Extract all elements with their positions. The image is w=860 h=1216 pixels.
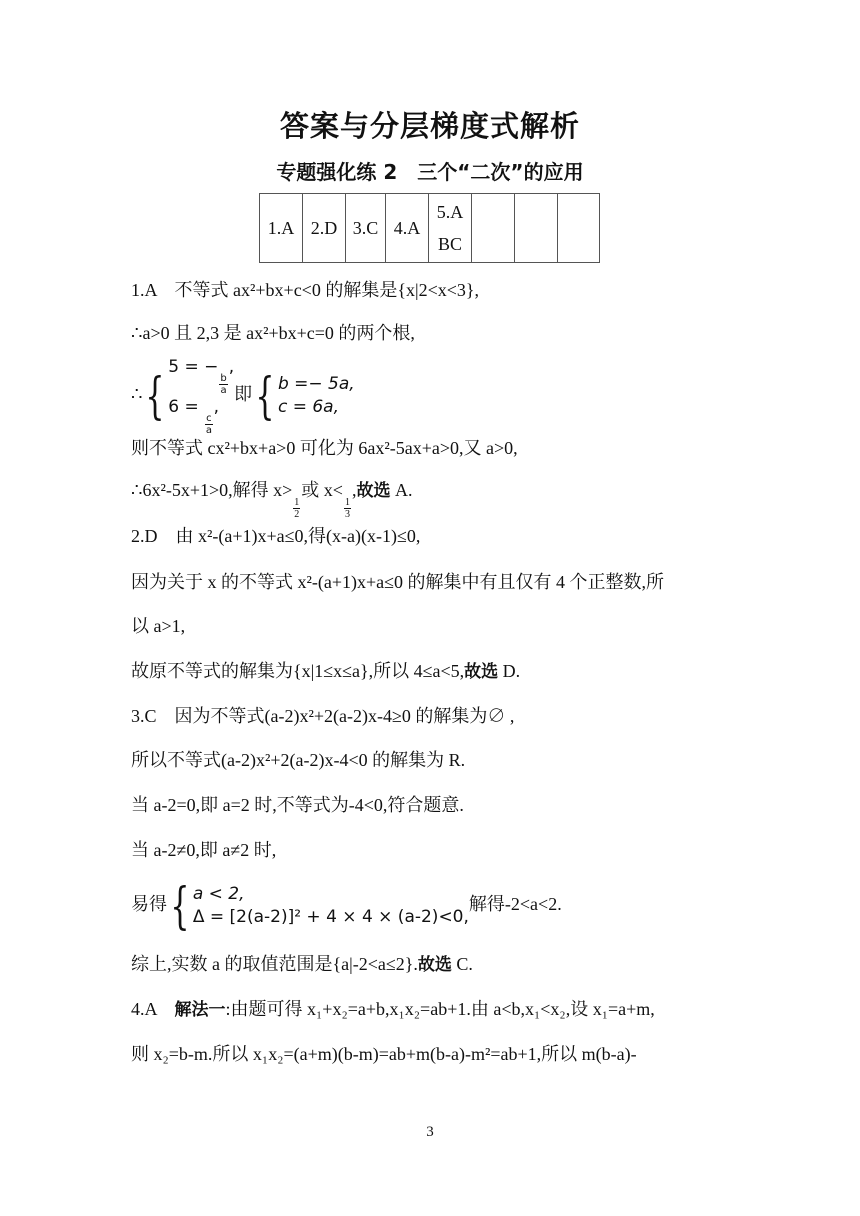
page-number: 3: [426, 1124, 434, 1140]
therefore-symbol: ∴: [131, 384, 143, 405]
fraction: $\frac{1}{2}$: [294, 497, 300, 520]
system-row: 6 = $\frac{c}{a}$ ,: [168, 397, 220, 436]
answer-5-line2: BC: [437, 234, 462, 254]
solution-1-system: [131, 356, 355, 436]
fraction: $\frac{b}{a}$: [220, 373, 227, 396]
solution-1-line-2: ∴a>0 且 2,3 是 ax²+bx+c=0 的两个根,: [131, 323, 415, 343]
answer-cell-empty: [558, 194, 600, 263]
answer-cell: 3.C: [346, 194, 386, 263]
solution-3-line-2: 所以不等式(a-2)x²+2(a-2)x-4<0 的解集为 R.: [131, 750, 466, 770]
equation-system-2: [252, 367, 355, 425]
fraction: $\frac{1}{3}$: [344, 497, 350, 520]
system-row: 5 = − $\frac{b}{a}$ ,: [168, 357, 235, 396]
section-subtitle: 专题强化练 2 三个“二次”的应用: [276, 160, 584, 184]
answer-cell-empty: [515, 194, 558, 263]
page-title: 答案与分层梯度式解析: [279, 109, 580, 143]
solution-3-line-4: 当 a-2≠0,即 a≠2 时,: [131, 840, 277, 860]
answer-cell: 2.D: [303, 194, 346, 263]
solution-1-line-1: 1.A 不等式 ax²+bx+c<0 的解集是{x|2<x<3},: [131, 280, 480, 300]
system-row: a < 2,: [192, 883, 245, 904]
solution-4-line-1: 4.A 解法一:由题可得 x₁+x₂=a+b,x₁x₂=ab+1.由 a<b,x₁<x₂,设 x₁=a+m,: [131, 999, 655, 1020]
solution-3-line-6: 综上,实数 a 的取值范围是{a|-2<a≤2}.故选 C.: [131, 954, 473, 975]
fraction: $\frac{c}{a}$: [205, 413, 212, 436]
answer-cell-empty: [472, 194, 515, 263]
solution-1-line-4: 则不等式 cx²+bx+a>0 可化为 6ax²-5ax+a>0,又 a>0,: [131, 438, 518, 458]
equation-system-1: [142, 356, 234, 436]
left-brace-icon: {: [255, 367, 275, 425]
left-brace-icon: {: [170, 876, 190, 935]
solution-1-line-5: ∴6x²-5x+1>0,解得 x> $\frac{1}{2}$ 或 x< $\frac{1}{3}$ ,故选 A.: [131, 480, 413, 520]
answer-table: [259, 193, 600, 263]
answer-cell-5: [429, 194, 472, 263]
solution-4-line-2: 则 x₂=b-m.所以 x₁x₂=(a+m)(b-m)=ab+m(b-a)-m²=ab+1,所以 m(b-a)-: [131, 1044, 637, 1064]
solution-2-line-4: 故原不等式的解集为{x|1≤x≤a},所以 4≤a<5,故选 D.: [131, 661, 521, 682]
solution-3-line-3: 当 a-2=0,即 a=2 时,不等式为-4<0,符合题意.: [131, 795, 464, 815]
equation-system-3: [167, 876, 469, 935]
solution-3-system: 易得 { a < 2, Δ = [2(a-2)]² + 4 × 4 × (a-2)<0, 解得-2<a<2.: [131, 876, 562, 935]
answer-cell: 4.A: [386, 194, 429, 263]
answer-cell: 1.A: [260, 194, 303, 263]
left-brace-icon: {: [145, 367, 165, 425]
solution-2-line-1: 2.D 由 x²-(a+1)x+a≤0,得(x-a)(x-1)≤0,: [131, 526, 421, 546]
system-row: Δ = [2(a-2)]² + 4 × 4 × (a-2)<0,: [192, 906, 469, 927]
answer-row: [260, 194, 600, 263]
connector-text: 即: [234, 384, 253, 405]
solution-2-line-3: 以 a>1,: [131, 616, 186, 636]
answer-5-line1: 5.A: [436, 202, 464, 222]
solution-3-line-1: 3.C 因为不等式(a-2)x²+2(a-2)x-4≥0 的解集为∅ ,: [131, 706, 515, 726]
system-row: b =− 5a,: [277, 374, 355, 394]
solution-2-line-2: 因为关于 x 的不等式 x²-(a+1)x+a≤0 的解集中有且仅有 4 个正整数,所: [131, 572, 665, 592]
system-row: c = 6a,: [277, 397, 340, 417]
